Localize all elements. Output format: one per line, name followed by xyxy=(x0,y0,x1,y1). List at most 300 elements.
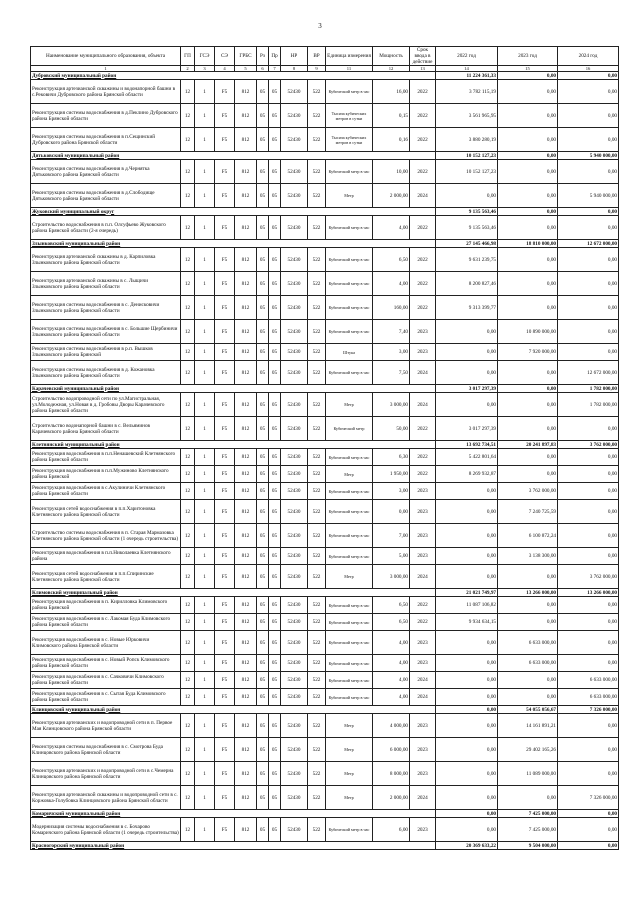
pr-code: 05 xyxy=(269,248,281,272)
amount-cell: 7 425 000,00 xyxy=(498,818,558,842)
nr-code: 52430 xyxy=(281,738,308,762)
year-cell: 2023 xyxy=(410,524,436,548)
vr-code: 522 xyxy=(308,449,326,466)
rz-code: 05 xyxy=(257,614,269,631)
column-header: Наименование муниципального образования, объекта xyxy=(31,47,181,66)
nr-code: 52430 xyxy=(281,80,308,104)
vr-code: 522 xyxy=(308,655,326,672)
amount-cell: 0,00 xyxy=(436,500,498,524)
grbs-code: 812 xyxy=(235,565,257,589)
grbs-code: 812 xyxy=(235,272,257,296)
amount-cell: 7 326 000,00 xyxy=(558,786,619,810)
grbs-code: 812 xyxy=(235,248,257,272)
capacity-cell: 4,00 xyxy=(373,216,410,240)
gp-code: 12 xyxy=(181,417,195,441)
object-name: Реконструкция системы водоснабжения в д.Слободище Дятьковского района Брянской области xyxy=(31,184,181,208)
year-cell: 2023 xyxy=(410,344,436,361)
nr-code: 52430 xyxy=(281,320,308,344)
table-row xyxy=(31,483,619,500)
year-cell: 2023 xyxy=(410,483,436,500)
gse-code: 1 xyxy=(195,296,215,320)
section-row xyxy=(31,706,619,714)
se-code: F5 xyxy=(215,762,235,786)
gp-code: 12 xyxy=(181,818,195,842)
year-cell: 2023 xyxy=(410,631,436,655)
pr-code: 05 xyxy=(269,597,281,614)
pr-code: 05 xyxy=(269,714,281,738)
nr-code: 52430 xyxy=(281,614,308,631)
table-row xyxy=(31,631,619,655)
unit-cell: Тысяча кубических метров в сутки xyxy=(326,104,373,128)
nr-code: 52430 xyxy=(281,417,308,441)
se-code: F5 xyxy=(215,524,235,548)
grbs-code: 812 xyxy=(235,655,257,672)
table-row xyxy=(31,786,619,810)
amount-cell: 0,00 xyxy=(558,597,619,614)
amount-cell: 0,00 xyxy=(498,296,558,320)
table-row xyxy=(31,361,619,385)
vr-code: 522 xyxy=(308,184,326,208)
amount-cell: 7 920 000,00 xyxy=(498,344,558,361)
amount-cell: 18 810 000,00 xyxy=(498,240,558,248)
pr-code: 05 xyxy=(269,272,281,296)
column-number: 2 xyxy=(181,66,195,72)
capacity-cell: 4,00 xyxy=(373,272,410,296)
pr-code: 05 xyxy=(269,216,281,240)
column-header: Пр xyxy=(269,47,281,66)
pr-code: 05 xyxy=(269,548,281,565)
pr-code: 05 xyxy=(269,361,281,385)
gp-code: 12 xyxy=(181,361,195,385)
unit-cell: Метр xyxy=(326,762,373,786)
se-code: F5 xyxy=(215,738,235,762)
gp-code: 12 xyxy=(181,631,195,655)
grbs-code: 812 xyxy=(235,818,257,842)
se-code: F5 xyxy=(215,417,235,441)
year-cell: 2023 xyxy=(410,320,436,344)
amount-cell: 0,00 xyxy=(558,483,619,500)
se-code: F5 xyxy=(215,248,235,272)
vr-code: 522 xyxy=(308,597,326,614)
rz-code: 05 xyxy=(257,361,269,385)
rz-code: 05 xyxy=(257,738,269,762)
gse-code: 1 xyxy=(195,361,215,385)
budget-table xyxy=(30,46,619,850)
gp-code: 12 xyxy=(181,466,195,483)
rz-code: 05 xyxy=(257,689,269,706)
grbs-code: 812 xyxy=(235,466,257,483)
se-code: F5 xyxy=(215,216,235,240)
column-number: 6 xyxy=(257,66,269,72)
amount-cell: 0,00 xyxy=(558,128,619,152)
gse-code: 1 xyxy=(195,449,215,466)
year-cell: 2022 xyxy=(410,104,436,128)
nr-code: 52430 xyxy=(281,344,308,361)
capacity-cell: 160,00 xyxy=(373,296,410,320)
amount-cell: 54 055 056,67 xyxy=(498,706,558,714)
vr-code: 522 xyxy=(308,714,326,738)
gp-code: 12 xyxy=(181,786,195,810)
amount-cell: 0,00 xyxy=(498,417,558,441)
grbs-code: 812 xyxy=(235,449,257,466)
object-name: Реконструкция системы водоснабжения в д.Чернятка Дятьковского района Брянской области xyxy=(31,160,181,184)
pr-code: 05 xyxy=(269,344,281,361)
amount-cell: 0,00 xyxy=(558,248,619,272)
pr-code: 05 xyxy=(269,296,281,320)
amount-cell: 0,00 xyxy=(558,810,619,818)
pr-code: 05 xyxy=(269,466,281,483)
amount-cell: 6 633 000,00 xyxy=(558,672,619,689)
table-row xyxy=(31,272,619,296)
column-header: ГРБС xyxy=(235,47,257,66)
column-header: НР xyxy=(281,47,308,66)
amount-cell: 29 402 165,26 xyxy=(498,738,558,762)
amount-cell: 5 940 000,00 xyxy=(558,184,619,208)
column-number: 9 xyxy=(308,66,326,72)
vr-code: 522 xyxy=(308,417,326,441)
gse-code: 1 xyxy=(195,320,215,344)
nr-code: 52430 xyxy=(281,548,308,565)
year-cell: 2024 xyxy=(410,672,436,689)
amount-cell: 6 633 000,00 xyxy=(498,655,558,672)
se-code: F5 xyxy=(215,483,235,500)
gp-code: 12 xyxy=(181,500,195,524)
column-header: ГСЭ xyxy=(195,47,215,66)
year-cell: 2022 xyxy=(410,160,436,184)
capacity-cell: 0,15 xyxy=(373,104,410,128)
amount-cell: 0,00 xyxy=(498,152,558,160)
pr-code: 05 xyxy=(269,762,281,786)
se-code: F5 xyxy=(215,393,235,417)
table-row xyxy=(31,548,619,565)
vr-code: 522 xyxy=(308,160,326,184)
nr-code: 52430 xyxy=(281,466,308,483)
amount-cell: 0,00 xyxy=(436,762,498,786)
amount-cell: 6 633 000,00 xyxy=(498,631,558,655)
amount-cell: 10 152 127,23 xyxy=(436,160,498,184)
amount-cell: 0,00 xyxy=(558,500,619,524)
column-header: 2022 год xyxy=(436,47,498,66)
se-code: F5 xyxy=(215,818,235,842)
year-cell: 2024 xyxy=(410,565,436,589)
gp-code: 12 xyxy=(181,597,195,614)
se-code: F5 xyxy=(215,104,235,128)
unit-cell: Кубический метр в час xyxy=(326,597,373,614)
vr-code: 522 xyxy=(308,272,326,296)
amount-cell: 3 782 115,19 xyxy=(436,80,498,104)
nr-code: 52430 xyxy=(281,128,308,152)
rz-code: 05 xyxy=(257,393,269,417)
gp-code: 12 xyxy=(181,565,195,589)
unit-cell: Кубический метр в час xyxy=(326,248,373,272)
amount-cell: 0,00 xyxy=(498,597,558,614)
amount-cell: 10 152 127,23 xyxy=(436,152,498,160)
gse-code: 1 xyxy=(195,738,215,762)
gp-code: 12 xyxy=(181,104,195,128)
gse-code: 1 xyxy=(195,565,215,589)
gse-code: 1 xyxy=(195,524,215,548)
amount-cell: 0,00 xyxy=(498,449,558,466)
gp-code: 12 xyxy=(181,393,195,417)
se-code: F5 xyxy=(215,689,235,706)
amount-cell: 0,00 xyxy=(498,272,558,296)
amount-cell: 1 782 000,00 xyxy=(558,393,619,417)
rz-code: 05 xyxy=(257,216,269,240)
year-cell: 2022 xyxy=(410,248,436,272)
rz-code: 05 xyxy=(257,672,269,689)
grbs-code: 812 xyxy=(235,689,257,706)
capacity-cell: 0,16 xyxy=(373,128,410,152)
gp-code: 12 xyxy=(181,296,195,320)
object-name: Реконструкция водоснабжения в с. Новые Юрковичи Климовского района Брянской области xyxy=(31,631,181,655)
amount-cell: 6 633 000,00 xyxy=(558,689,619,706)
vr-code: 522 xyxy=(308,689,326,706)
amount-cell: 7 326 000,00 xyxy=(558,706,619,714)
unit-cell: Тысяча кубических метров в сутки xyxy=(326,128,373,152)
se-code: F5 xyxy=(215,655,235,672)
amount-cell: 27 145 466,98 xyxy=(436,240,498,248)
table-row xyxy=(31,104,619,128)
pr-code: 05 xyxy=(269,483,281,500)
rz-code: 05 xyxy=(257,631,269,655)
capacity-cell: 3 000,00 xyxy=(373,393,410,417)
nr-code: 52430 xyxy=(281,248,308,272)
capacity-cell: 4,00 xyxy=(373,672,410,689)
grbs-code: 812 xyxy=(235,631,257,655)
rz-code: 05 xyxy=(257,296,269,320)
amount-cell: 0,00 xyxy=(558,160,619,184)
amount-cell: 20 241 897,83 xyxy=(498,441,558,449)
gse-code: 1 xyxy=(195,128,215,152)
vr-code: 522 xyxy=(308,818,326,842)
table-header xyxy=(31,47,619,72)
section-name: Злынковский муниципальный район xyxy=(31,240,436,248)
vr-code: 522 xyxy=(308,738,326,762)
column-number: 3 xyxy=(195,66,215,72)
table-row xyxy=(31,565,619,589)
grbs-code: 812 xyxy=(235,417,257,441)
gse-code: 1 xyxy=(195,184,215,208)
year-cell: 2023 xyxy=(410,655,436,672)
object-name: Реконструкция артезианской скважины в д. Карпиловка Злынковского района Брянской области xyxy=(31,248,181,272)
vr-code: 522 xyxy=(308,104,326,128)
nr-code: 52430 xyxy=(281,500,308,524)
amount-cell: 12 672 000,00 xyxy=(558,361,619,385)
amount-cell: 0,00 xyxy=(436,393,498,417)
unit-cell: Метр xyxy=(326,786,373,810)
nr-code: 52430 xyxy=(281,672,308,689)
nr-code: 52430 xyxy=(281,818,308,842)
table-row xyxy=(31,80,619,104)
gse-code: 1 xyxy=(195,614,215,631)
amount-cell: 3 017 297,39 xyxy=(436,385,498,393)
table-row xyxy=(31,672,619,689)
grbs-code: 812 xyxy=(235,786,257,810)
amount-cell: 0,00 xyxy=(558,80,619,104)
se-code: F5 xyxy=(215,672,235,689)
unit-cell: Кубический метр в час xyxy=(326,80,373,104)
year-cell: 2024 xyxy=(410,689,436,706)
nr-code: 52430 xyxy=(281,104,308,128)
unit-cell: Кубический метр в час xyxy=(326,818,373,842)
gse-code: 1 xyxy=(195,417,215,441)
amount-cell: 0,00 xyxy=(558,272,619,296)
amount-cell: 5 940 000,00 xyxy=(558,152,619,160)
amount-cell: 0,00 xyxy=(498,80,558,104)
gp-code: 12 xyxy=(181,762,195,786)
capacity-cell: 0,00 xyxy=(373,500,410,524)
section-row xyxy=(31,441,619,449)
gse-code: 1 xyxy=(195,714,215,738)
unit-cell: Кубический метр в час xyxy=(326,296,373,320)
amount-cell: 21 021 749,97 xyxy=(436,589,498,597)
column-header: Рз xyxy=(257,47,269,66)
amount-cell: 0,00 xyxy=(436,483,498,500)
amount-cell: 9 504 000,00 xyxy=(498,842,558,850)
year-cell: 2022 xyxy=(410,466,436,483)
object-name: Реконструкция водоснабжения в п.п.Мужиново Клетнянского района Брянской xyxy=(31,466,181,483)
pr-code: 05 xyxy=(269,184,281,208)
vr-code: 522 xyxy=(308,548,326,565)
amount-cell: 0,00 xyxy=(498,393,558,417)
nr-code: 52430 xyxy=(281,296,308,320)
gse-code: 1 xyxy=(195,597,215,614)
nr-code: 52430 xyxy=(281,714,308,738)
year-cell: 2022 xyxy=(410,449,436,466)
nr-code: 52430 xyxy=(281,272,308,296)
table-row xyxy=(31,184,619,208)
amount-cell: 0,00 xyxy=(498,184,558,208)
gse-code: 1 xyxy=(195,483,215,500)
table-row xyxy=(31,296,619,320)
gse-code: 1 xyxy=(195,655,215,672)
object-name: Реконструкция водоснабжения в с.Акулиничи Клетнянского района Брянской области xyxy=(31,483,181,500)
se-code: F5 xyxy=(215,466,235,483)
amount-cell: 7 425 000,00 xyxy=(498,810,558,818)
pr-code: 05 xyxy=(269,104,281,128)
vr-code: 522 xyxy=(308,466,326,483)
grbs-code: 812 xyxy=(235,524,257,548)
unit-cell: Кубический метр в час xyxy=(326,614,373,631)
column-number: 1 xyxy=(31,66,181,72)
unit-cell: Метр xyxy=(326,714,373,738)
pr-code: 05 xyxy=(269,160,281,184)
amount-cell: 13 692 734,51 xyxy=(436,441,498,449)
amount-cell: 0,00 xyxy=(498,72,558,80)
amount-cell: 0,00 xyxy=(558,842,619,850)
gp-code: 12 xyxy=(181,548,195,565)
object-name: Реконструкция системы водоснабжения в с. Большие Щербиничи Злынковского района Брянской области xyxy=(31,320,181,344)
gse-code: 1 xyxy=(195,500,215,524)
amount-cell: 0,00 xyxy=(436,738,498,762)
se-code: F5 xyxy=(215,500,235,524)
gp-code: 12 xyxy=(181,80,195,104)
amount-cell: 0,00 xyxy=(498,672,558,689)
se-code: F5 xyxy=(215,184,235,208)
capacity-cell: 50,00 xyxy=(373,417,410,441)
gp-code: 12 xyxy=(181,128,195,152)
vr-code: 522 xyxy=(308,296,326,320)
pr-code: 05 xyxy=(269,689,281,706)
amount-cell: 10 890 000,00 xyxy=(498,320,558,344)
capacity-cell: 4,00 xyxy=(373,689,410,706)
table-row xyxy=(31,714,619,738)
amount-cell: 0,00 xyxy=(436,344,498,361)
section-row xyxy=(31,385,619,393)
grbs-code: 812 xyxy=(235,672,257,689)
capacity-cell: 6,30 xyxy=(373,449,410,466)
rz-code: 05 xyxy=(257,248,269,272)
gse-code: 1 xyxy=(195,393,215,417)
pr-code: 05 xyxy=(269,818,281,842)
year-cell: 2023 xyxy=(410,548,436,565)
object-name: Реконструкция водоснабжения в п.п.Ненашевский Клетнянского района Брянской области xyxy=(31,449,181,466)
object-name: Реконструкция артезианской скважины и водонапорной башни в с.Рековичи Дубровского района Брянской области xyxy=(31,80,181,104)
object-name: Реконструкция водоснабжения в с. Сачковичи Климовского района Брянской области xyxy=(31,672,181,689)
vr-code: 522 xyxy=(308,483,326,500)
grbs-code: 812 xyxy=(235,738,257,762)
capacity-cell: 7,00 xyxy=(373,524,410,548)
column-number: 4 xyxy=(215,66,235,72)
column-number: 7 xyxy=(269,66,281,72)
gp-code: 12 xyxy=(181,320,195,344)
section-row xyxy=(31,240,619,248)
nr-code: 52430 xyxy=(281,631,308,655)
capacity-cell: 6 000,00 xyxy=(373,738,410,762)
gp-code: 12 xyxy=(181,614,195,631)
section-row xyxy=(31,72,619,80)
vr-code: 522 xyxy=(308,80,326,104)
column-number: 11 xyxy=(326,66,373,72)
vr-code: 522 xyxy=(308,361,326,385)
gp-code: 12 xyxy=(181,184,195,208)
amount-cell: 0,00 xyxy=(558,614,619,631)
vr-code: 522 xyxy=(308,672,326,689)
capacity-cell: 8 000,00 xyxy=(373,762,410,786)
column-header: Единица измерения xyxy=(326,47,373,66)
table-row xyxy=(31,655,619,672)
capacity-cell: 7,50 xyxy=(373,361,410,385)
amount-cell: 0,00 xyxy=(558,738,619,762)
vr-code: 522 xyxy=(308,500,326,524)
object-name: Реконструкция артезианской скважины в с. Лыщичи Злынковского района Брянской области xyxy=(31,272,181,296)
section-name: Жуковский муниципальный округ xyxy=(31,208,436,216)
vr-code: 522 xyxy=(308,631,326,655)
pr-code: 05 xyxy=(269,614,281,631)
object-name: Реконструкция сетей водоснабжения в п.п.Харитоновка Клетнянского района Брянской области xyxy=(31,500,181,524)
year-cell: 2023 xyxy=(410,738,436,762)
pr-code: 05 xyxy=(269,524,281,548)
vr-code: 522 xyxy=(308,786,326,810)
object-name: Модернизация системы водоснабжения в с. Бочарово Комаричского района Брянской области (1 очередь строительства) xyxy=(31,818,181,842)
pr-code: 05 xyxy=(269,80,281,104)
amount-cell: 5 422 801,64 xyxy=(436,449,498,466)
capacity-cell: 6,00 xyxy=(373,818,410,842)
grbs-code: 812 xyxy=(235,216,257,240)
amount-cell: 0,00 xyxy=(558,714,619,738)
se-code: F5 xyxy=(215,565,235,589)
gse-code: 1 xyxy=(195,272,215,296)
nr-code: 52430 xyxy=(281,184,308,208)
object-name: Реконструкция артезианской скважины и водопроводной сети в с. Коржовка-Голубовка Клинцовского района Брянской области xyxy=(31,786,181,810)
gp-code: 12 xyxy=(181,160,195,184)
table-row xyxy=(31,818,619,842)
nr-code: 52430 xyxy=(281,786,308,810)
capacity-cell: 1 950,00 xyxy=(373,466,410,483)
amount-cell: 0,00 xyxy=(558,104,619,128)
se-code: F5 xyxy=(215,160,235,184)
unit-cell: Кубический метр xyxy=(326,417,373,441)
